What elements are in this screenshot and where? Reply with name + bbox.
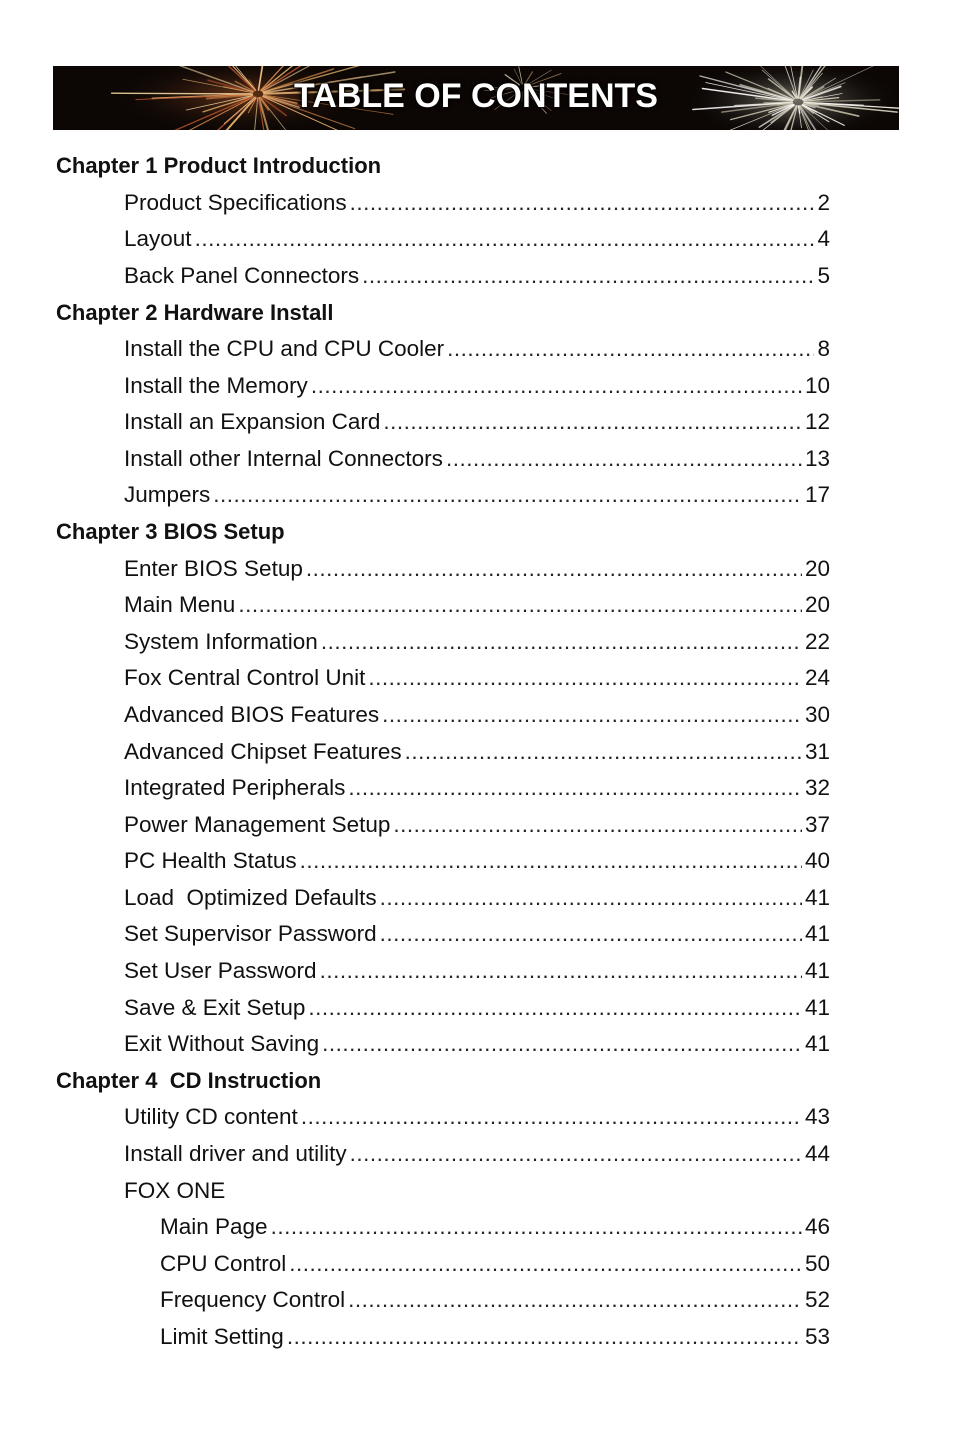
toc-entry-label: Exit Without Saving xyxy=(124,1031,320,1056)
toc-entry-page: 40 xyxy=(804,848,830,873)
toc-entry[interactable] xyxy=(124,190,830,216)
toc-entry-label: Install driver and utility xyxy=(124,1141,347,1166)
toc-entry-page: 8 xyxy=(817,336,830,361)
toc-entry-label: Install other Internal Connectors xyxy=(124,446,443,471)
toc-entry-label: Load Optimized Defaults xyxy=(124,885,377,910)
toc-banner xyxy=(53,66,899,130)
toc-entry-label: Integrated Peripherals xyxy=(124,775,346,800)
toc-entry-label: Set User Password xyxy=(124,958,317,983)
toc-entry-page: 32 xyxy=(804,775,830,800)
chapter-heading: Chapter 3 BIOS Setup xyxy=(56,519,285,544)
toc-entry-page: 46 xyxy=(804,1214,830,1239)
toc-entry-label: Utility CD content xyxy=(124,1104,298,1129)
toc-entry-label: Fox Central Control Unit xyxy=(124,665,366,690)
dot-leader xyxy=(350,1141,802,1167)
toc-entry-label: Advanced Chipset Features xyxy=(124,739,402,764)
dot-leader xyxy=(195,226,815,252)
toc-entry-label: Enter BIOS Setup xyxy=(124,556,303,581)
toc-entry[interactable] xyxy=(124,446,830,472)
toc-entry-page: 37 xyxy=(804,812,830,837)
toc-entry-page: 41 xyxy=(804,958,830,983)
toc-entry-page: 10 xyxy=(804,373,830,398)
dot-leader xyxy=(271,1214,802,1240)
page-title: TABLE OF CONTENTS xyxy=(294,77,658,115)
toc-entry[interactable] xyxy=(124,1031,830,1057)
chapter-heading: Chapter 4 CD Instruction xyxy=(56,1068,322,1093)
toc-entry-label: Product Specifications xyxy=(124,190,347,215)
toc-entry-label: Install an Expansion Card xyxy=(124,409,381,434)
dot-leader xyxy=(311,373,802,399)
dot-leader xyxy=(320,958,802,984)
dot-leader xyxy=(348,775,802,801)
chapter-heading: Chapter 1 Product Introduction xyxy=(56,153,382,178)
toc-entry[interactable] xyxy=(160,1214,830,1240)
toc-entry[interactable] xyxy=(124,958,830,984)
dot-leader xyxy=(380,885,802,911)
dot-leader xyxy=(380,921,802,947)
toc-entry[interactable] xyxy=(124,556,830,582)
toc-entry-label: Main Page xyxy=(160,1214,268,1239)
toc-entry-page: 41 xyxy=(804,885,830,910)
dot-leader xyxy=(446,446,802,472)
dot-leader xyxy=(383,409,802,435)
toc-entry[interactable] xyxy=(124,995,830,1021)
toc-entry[interactable] xyxy=(160,1287,830,1313)
dot-leader xyxy=(287,1324,802,1350)
toc-entry[interactable] xyxy=(124,629,830,655)
toc-entry-page: 41 xyxy=(804,921,830,946)
dot-leader xyxy=(368,665,802,691)
toc-entry-page: 44 xyxy=(804,1141,830,1166)
dot-leader xyxy=(393,812,802,838)
dot-leader xyxy=(213,482,802,508)
dot-leader xyxy=(300,848,802,874)
toc-entry-label: Power Management Setup xyxy=(124,812,391,837)
dot-leader xyxy=(321,629,802,655)
toc-entry[interactable] xyxy=(124,812,830,838)
toc-entry-page: 41 xyxy=(804,995,830,1020)
toc-entry[interactable] xyxy=(124,921,830,947)
toc-entry[interactable] xyxy=(124,592,830,618)
toc-entry[interactable] xyxy=(124,226,830,252)
dot-leader xyxy=(238,592,802,618)
toc-entry-label: Frequency Control xyxy=(160,1287,346,1312)
toc-entry[interactable] xyxy=(124,848,830,874)
toc-entry[interactable] xyxy=(124,373,830,399)
toc-entry-label: System Information xyxy=(124,629,318,654)
toc-entry[interactable] xyxy=(124,409,830,435)
dot-leader xyxy=(350,190,815,216)
toc-entry-page: 13 xyxy=(804,446,830,471)
toc-entry-page: 20 xyxy=(804,556,830,581)
toc-entry-page: 17 xyxy=(804,482,830,507)
dot-leader xyxy=(306,556,802,582)
toc-entry-page: 2 xyxy=(817,190,830,215)
toc-entry-label: Main Menu xyxy=(124,592,236,617)
toc-entry-label: Save & Exit Setup xyxy=(124,995,306,1020)
toc-entry-label: CPU Control xyxy=(160,1251,287,1276)
toc-entry[interactable] xyxy=(124,702,830,728)
dot-leader xyxy=(322,1031,802,1057)
dot-leader xyxy=(301,1104,802,1130)
toc-entry-page: 30 xyxy=(804,702,830,727)
toc-entry[interactable] xyxy=(160,1324,830,1350)
toc-entry-page: 24 xyxy=(804,665,830,690)
toc-entry-page: 53 xyxy=(804,1324,830,1349)
toc-entry[interactable] xyxy=(124,885,830,911)
toc-entry[interactable] xyxy=(124,739,830,765)
dot-leader xyxy=(348,1287,802,1313)
chapter-heading: Chapter 2 Hardware Install xyxy=(56,300,334,325)
toc-entry-label: Install the CPU and CPU Cooler xyxy=(124,336,445,361)
toc-entry-label: Advanced BIOS Features xyxy=(124,702,380,727)
toc-entry-page: 4 xyxy=(817,226,830,251)
toc-entry-page: 5 xyxy=(817,263,830,288)
toc-entry-page: 22 xyxy=(804,629,830,654)
toc-entry-page: 12 xyxy=(804,409,830,434)
toc-entry-page: 31 xyxy=(804,739,830,764)
toc-entry[interactable] xyxy=(124,482,830,508)
toc-entry-page: 43 xyxy=(804,1104,830,1129)
toc-entry-page: 52 xyxy=(804,1287,830,1312)
toc-entry-page: 20 xyxy=(804,592,830,617)
dot-leader xyxy=(308,995,802,1021)
subsection-heading[interactable]: FOX ONE xyxy=(124,1178,226,1203)
toc-entry-page: 50 xyxy=(804,1251,830,1276)
toc-entry[interactable] xyxy=(160,1251,830,1277)
toc-entry-label: Layout xyxy=(124,226,192,251)
toc-entry[interactable] xyxy=(124,1141,830,1167)
toc-entry[interactable] xyxy=(124,775,830,801)
dot-leader xyxy=(382,702,802,728)
toc-entry-label: Back Panel Connectors xyxy=(124,263,360,288)
toc-entry[interactable] xyxy=(124,1104,830,1130)
toc-entry-label: Set Supervisor Password xyxy=(124,921,377,946)
dot-leader xyxy=(405,739,802,765)
toc-entry-label: Jumpers xyxy=(124,482,211,507)
toc-entry-label: PC Health Status xyxy=(124,848,297,873)
toc-entry-label: Install the Memory xyxy=(124,373,308,398)
toc-entry[interactable] xyxy=(124,263,830,289)
toc-entry[interactable] xyxy=(124,665,830,691)
toc-entry-label: Limit Setting xyxy=(160,1324,284,1349)
toc-entry[interactable] xyxy=(124,336,830,362)
dot-leader xyxy=(362,263,814,289)
dot-leader xyxy=(447,336,814,362)
dot-leader xyxy=(289,1251,802,1277)
toc-entry-page: 41 xyxy=(804,1031,830,1056)
